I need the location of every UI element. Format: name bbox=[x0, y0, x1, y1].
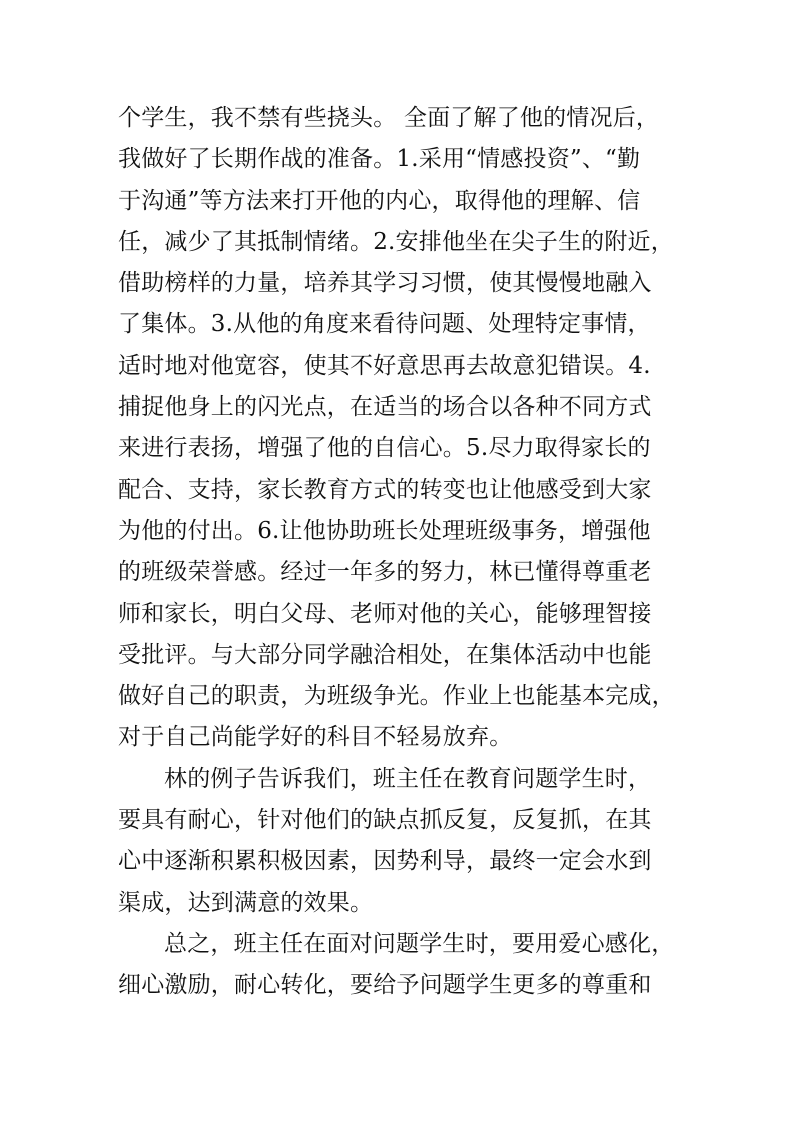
text-line: 心中逐渐积累积极因素，因势利导，最终一定会水到 bbox=[118, 848, 652, 875]
text-line: 个学生，我不禁有些挠头。 全面了解了他的情况后， bbox=[118, 105, 660, 131]
paragraph-start-line: 林的例子告诉我们，班主任在教育问题学生时， bbox=[164, 765, 652, 792]
text-line: 适时地对他宽容，使其不好意思再去故意犯错误。4. bbox=[118, 352, 651, 379]
text-line: 做好自己的职责，为班级争光。作业上也能基本完成， bbox=[118, 683, 675, 710]
text-line: 对于自己尚能学好的科目不轻易放弃。 bbox=[118, 724, 513, 751]
paragraph-start-line: 总之，班主任在面对问题学生时，要用爱心感化， bbox=[164, 930, 675, 957]
text-line: 于沟通”等方法来打开他的内心，取得他的理解、信 bbox=[118, 187, 641, 214]
text-line: 为他的付出。6.让他协助班长处理班级事务，增强他 bbox=[118, 517, 651, 544]
text-line: 我做好了长期作战的准备。1.采用“情感投资”、“勤 bbox=[118, 146, 641, 173]
text-line: 渠成，达到满意的效果。 bbox=[118, 889, 374, 916]
text-line: 了集体。3.从他的角度来看待问题、处理特定事情， bbox=[118, 311, 651, 338]
text-line: 来进行表扬，增强了他的自信心。5.尽力取得家长的 bbox=[118, 435, 651, 462]
text-line: 师和家长，明白父母、老师对他的关心，能够理智接 bbox=[118, 600, 652, 627]
text-line: 要具有耐心，针对他们的缺点抓反复，反复抓，在其 bbox=[118, 807, 652, 834]
body-text bbox=[118, 98, 684, 1007]
text-line: 任，减少了其抵制情绪。2.安排他坐在尖子生的附近， bbox=[118, 228, 674, 255]
text-line: 受批评。与大部分同学融洽相处，在集体活动中也能 bbox=[118, 641, 652, 668]
text-line: 捕捉他身上的闪光点，在适当的场合以各种不同方式 bbox=[118, 394, 652, 421]
text-line: 细心激励，耐心转化，要给予问题学生更多的尊重和 bbox=[118, 972, 652, 999]
text-line: 的班级荣誉感。经过一年多的努力，林已懂得尊重老 bbox=[118, 559, 652, 586]
text-line: 借助榜样的力量，培养其学习习惯，使其慢慢地融入 bbox=[118, 270, 652, 297]
text-line: 配合、支持，家长教育方式的转变也让他感受到大家 bbox=[118, 476, 652, 503]
